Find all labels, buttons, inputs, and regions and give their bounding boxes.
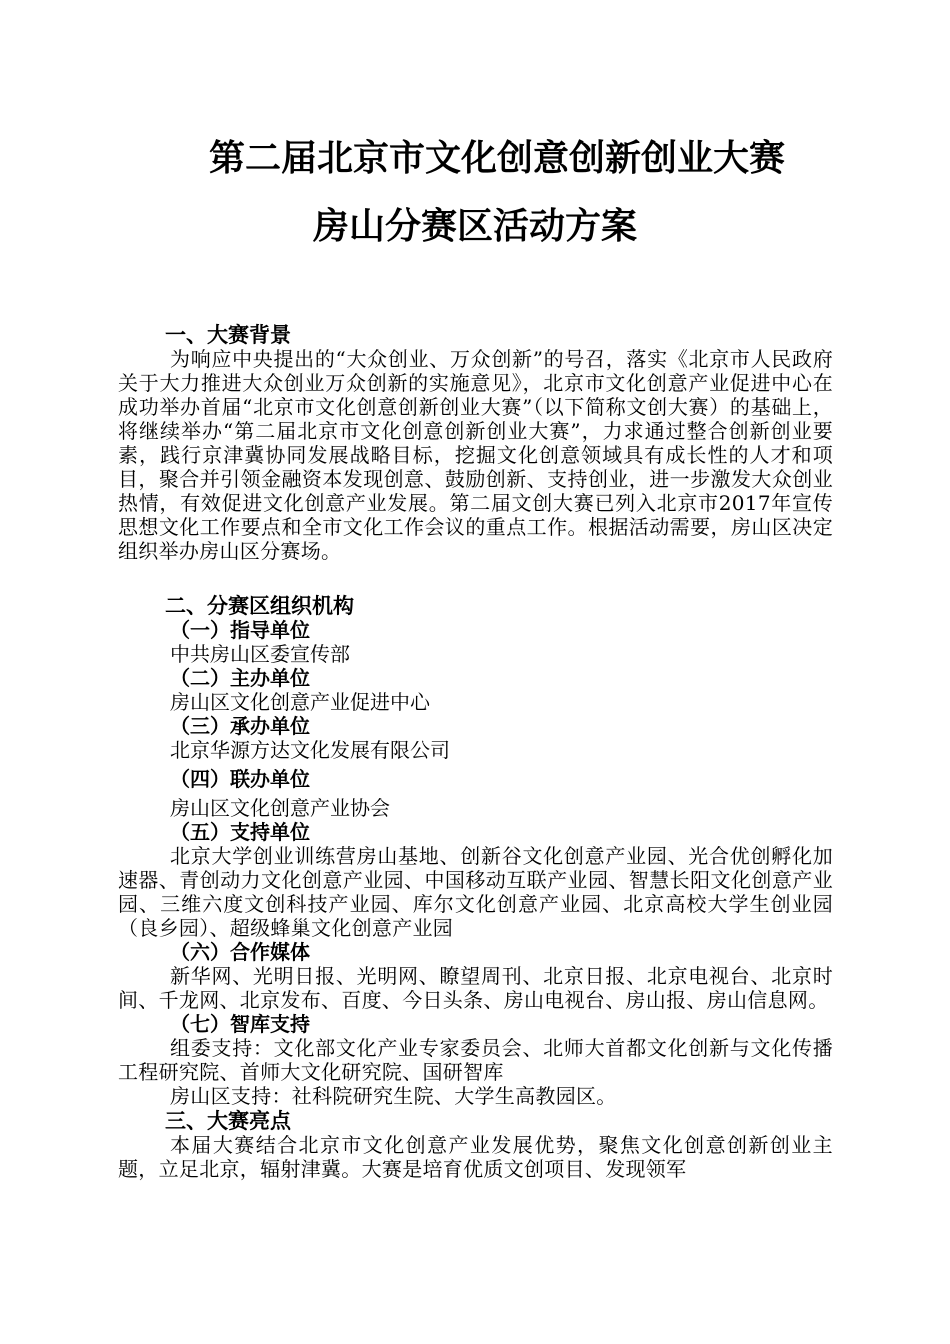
- section-heading-background: 一、大赛背景: [165, 322, 291, 347]
- org-item-text: 组委支持：文化部文化产业专家委员会、北师大首都文化创新与文化传播工程研究院、首师大文化研究院、国研智库: [118, 1036, 833, 1084]
- org-item-text: 房山区文化创意产业协会: [170, 796, 390, 820]
- org-item-text: 中共房山区委宣传部: [170, 642, 350, 666]
- org-item-text-secondary: 房山区支持：社科院研究生院、大学生高教园区。: [170, 1084, 617, 1108]
- org-item-label: （五）支持单位: [170, 820, 310, 844]
- org-item-text: 新华网、光明日报、光明网、瞭望周刊、北京日报、北京电视台、北京时间、千龙网、北京发布、百度、今日头条、房山电视台、房山报、房山信息网。: [118, 964, 833, 1012]
- org-item-label: （六）合作媒体: [170, 940, 310, 964]
- org-item-label: （二）主办单位: [170, 666, 310, 690]
- org-item-label: （一）指导单位: [170, 618, 310, 642]
- background-paragraph: 为响应中央提出的“大众创业、万众创新”的号召，落实《北京市人民政府关于大力推进大众创业万众创新的实施意见》，北京市文化创意产业促进中心在成功举办首届“北京市文化创意创新创业大赛”（以下简称文创大赛）的基础上，将继续举办“第二届北京市文化创意创新创业大赛”，力求通过整合创新创业要素，践行京津冀协同发展战略目标，挖掘文化创意领域具有成长性的人才和项目，聚合并引领金融资本发现创意、鼓励创新、支持创业，进一步激发大众创业热情，有效促进文化创意产业发展。第二届文创大赛已列入北京市2017年宣传思想文化工作要点和全市文化工作会议的重点工作。根据活动需要，房山区决定组织举办房山区分赛场。: [118, 347, 833, 563]
- section-heading-highlights: 三、大赛亮点: [165, 1108, 291, 1133]
- org-item-text: 北京华源方达文化发展有限公司: [170, 738, 450, 762]
- org-item-label: （四）联办单位: [170, 767, 310, 791]
- org-item-label: （七）智库支持: [170, 1012, 310, 1036]
- document-title-line1: 第二届北京市文化创意创新创业大赛: [208, 137, 785, 179]
- highlights-paragraph: 本届大赛结合北京市文化创意产业发展优势，聚焦文化创意创新创业主题，立足北京，辐射津冀。大赛是培育优质文创项目、发现领军: [118, 1133, 833, 1181]
- org-item-text: 北京大学创业训练营房山基地、创新谷文化创意产业园、光合优创孵化加速器、青创动力文化创意产业园、中国移动互联产业园、智慧长阳文化创意产业园、三维六度文创科技产业园、库尔文化创意产业园、北京高校大学生创业园（良乡园）、超级蜂巢文化创意产业园: [118, 844, 833, 940]
- document-title-line2: 房山分赛区活动方案: [312, 205, 637, 247]
- section-heading-organization: 二、分赛区组织机构: [165, 593, 354, 618]
- org-item-text: 房山区文化创意产业促进中心: [170, 690, 430, 714]
- document-body: [118, 322, 833, 1181]
- org-item-label: （三）承办单位: [170, 714, 310, 738]
